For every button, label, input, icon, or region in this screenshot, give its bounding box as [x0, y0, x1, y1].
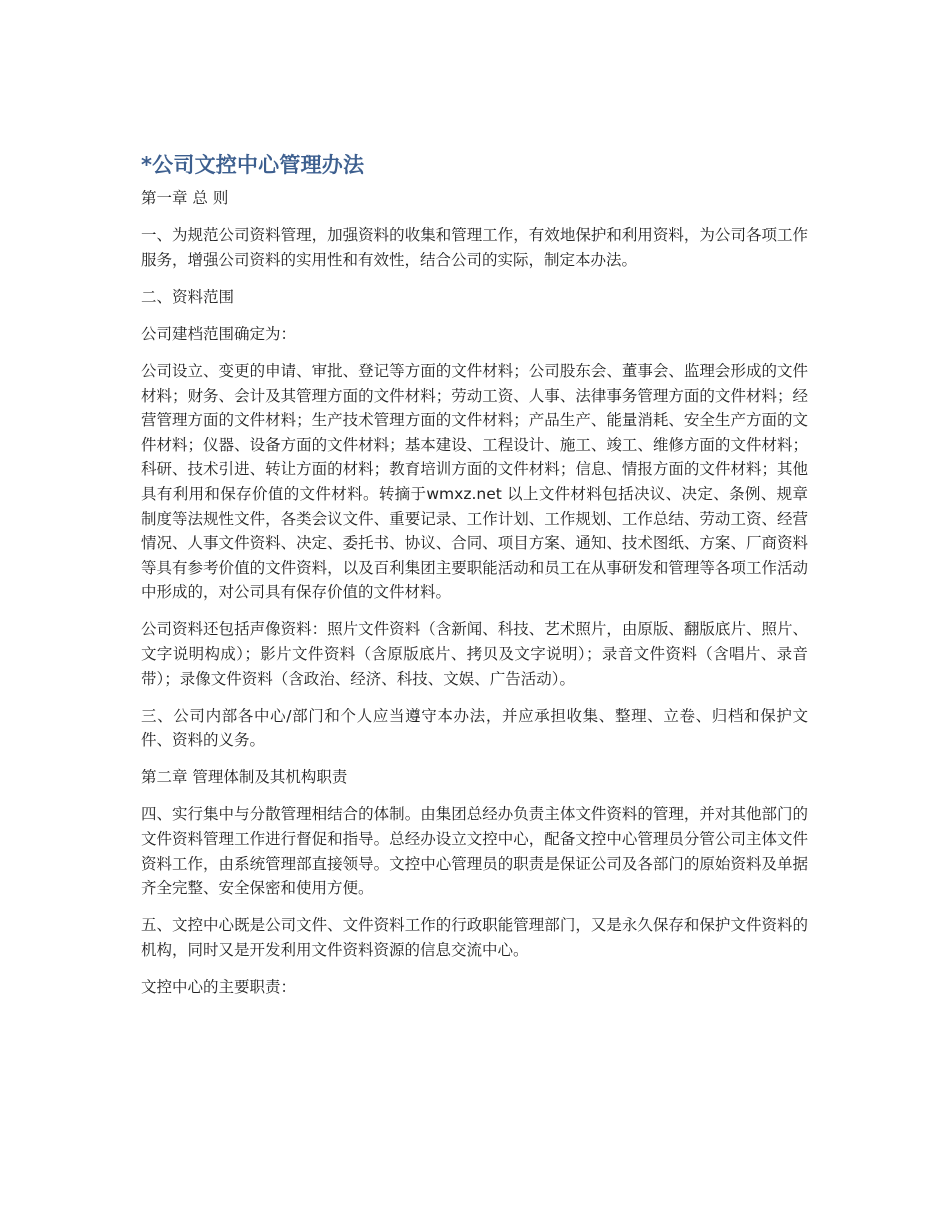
paragraph: 文控中心的主要职责：	[141, 978, 297, 997]
paragraph: 五、文控中心既是公司文件、文件资料工作的行政职能管理部门，又是永久保存和保护文件资料的机构，同时又是开发利用文件资料资源的信息交流中心。	[141, 916, 808, 959]
document-title: *公司文控中心管理办法	[141, 153, 365, 177]
paragraph: 一、为规范公司资料管理，加强资料的收集和管理工作，有效地保护和利用资料，为公司各项工作服务，增强公司资料的实用性和有效性，结合公司的实际，制定本办法。	[141, 226, 808, 269]
paragraph: 公司资料还包括声像资料：照片文件资料（含新闻、科技、艺术照片，由原版、翻版底片、照片、文字说明构成）；影片文件资料（含原版底片、拷贝及文字说明）；录音文件资料（含唱片、录音带）；录像文件资料（含政治、经济、科技、文娱、广告活动）。	[141, 620, 808, 688]
chapter-heading: 第二章 管理体制及其机构职责	[141, 768, 348, 787]
paragraph: 公司设立、变更的申请、审批、登记等方面的文件材料；公司股东会、董事会、监理会形成的文件材料；财务、会计及其管理方面的文件材料；劳动工资、人事、法律事务管理方面的文件材料；经营管理方面的文件材料；生产技术管理方面的文件材料；产品生产、能量消耗、安全生产方面的文件材料；仪器、设备方面的文件材料；基本建设、工程设计、施工、竣工、维修方面的文件材料；科研、技术引进、转让方面的材料；教育培训方面的文件材料；信息、情报方面的文件材料；其他具有利用和保存价值的文件材料。转摘于wmxz.net 以上文件材料包括决议、决定、条例、规章制度等法规性文件，各类会议文件、重要记录、工作计划、工作规划、工作总结、劳动工资、经营情况、人事文件资料、决定、委托书、协议、合同、项目方案、通知、技术图纸、方案、厂商资料等具有参考价值的文件资料，以及百利集团主要职能活动和员工在从事研发和管理等各项工作活动中形成的，对公司具有保存价值的文件材料。	[141, 361, 808, 602]
document-page	[141, 150, 808, 1012]
paragraph: 四、实行集中与分散管理相结合的体制。由集团总经办负责主体文件资料的管理，并对其他部门的文件资料管理工作进行督促和指导。总经办设立文控中心，配备文控中心管理员分管公司主体文件资料工作，由系统管理部直接领导。文控中心管理员的职责是保证公司及各部门的原始资料及单据齐全完整、安全保密和使用方便。	[141, 805, 808, 898]
paragraph: 公司建档范围确定为：	[141, 324, 297, 343]
chapter-heading: 第一章 总 则	[141, 189, 229, 207]
paragraph: 三、公司内部各中心/部门和个人应当遵守本办法，并应承担收集、整理、立卷、归档和保护文件、资料的义务。	[141, 706, 808, 750]
section-heading: 二、资料范围	[141, 287, 235, 306]
